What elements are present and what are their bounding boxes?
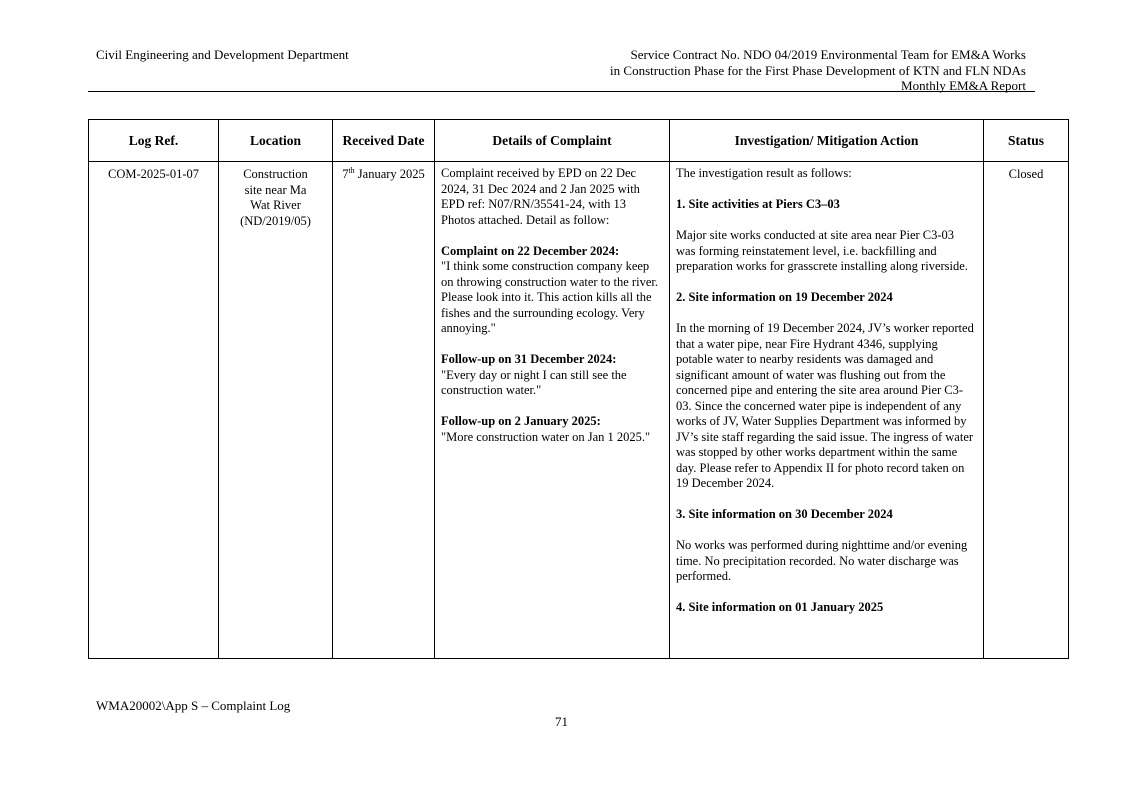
investigation-paragraph: In the morning of 19 December 2024, JV’s worker reported that a water pipe, near Fire Hydrant 4346, supplying potable water to nearby residents was damaged and significant amount of water was flushing out from the concerned pipe and entering the site area around Pier C3-03. Since the concerned water pipe is independent of any works of JV, Water Supplies Department was informed by JV’s site staff regarding the said issue. The ingress of water was stopped by other works department within the same day. Please refer to Appendix II for photo record taken on 19 December 2024.	[676, 321, 974, 490]
table-row	[89, 162, 1068, 658]
location-cell	[219, 162, 333, 658]
received-date-rest: January 2025	[357, 167, 425, 181]
details-heading: Follow-up on 2 January 2025:	[441, 414, 601, 428]
header-department: Civil Engineering and Development Department	[96, 47, 349, 62]
investigation-action-cell	[670, 162, 984, 658]
investigation-paragraph: The investigation result as follows:	[676, 166, 852, 180]
investigation-paragraph: Major site works conducted at site area near Pier C3-03 was forming reinstatement level, i.e. backfilling and preparation works for grasscrete installing along riverside.	[676, 228, 968, 273]
column-header-log-ref: Log Ref.	[89, 120, 219, 161]
details-paragraph: "More construction water on Jan 1 2025."	[441, 429, 651, 444]
received-date-ordinal: th	[348, 165, 355, 175]
header-report-title: Monthly EM&A Report	[901, 78, 1026, 93]
header-contract-line1: Service Contract No. NDO 04/2019 Environmental Team for EM&A Works	[630, 47, 1026, 62]
received-date-day: 7	[342, 167, 349, 181]
location-line: Wat River	[250, 198, 301, 212]
header-contract-line2: in Construction Phase for the First Phase Development of KTN and FLN NDAs	[610, 62, 1026, 78]
details-of-complaint-cell	[435, 162, 670, 658]
complaint-log-table	[88, 119, 1069, 659]
location-line: (ND/2019/05)	[240, 213, 311, 228]
footer-document-reference: WMA20002\App S – Complaint Log	[96, 698, 291, 713]
header-contract-block	[610, 47, 1026, 94]
header-divider	[88, 91, 1035, 92]
details-paragraph: "I think some construction company keep on throwing construction water to the river. Please look into it. This action kills all the fishes and the surrounding ecology. Very annoying."	[441, 259, 658, 335]
location-line: site near Ma	[244, 182, 307, 197]
investigation-heading: 1. Site activities at Piers C3–03	[676, 197, 840, 211]
investigation-paragraph: No works was performed during nighttime and/or evening time. No precipitation recorded. No water discharge was performed.	[676, 538, 968, 583]
column-header-status: Status	[1007, 132, 1044, 148]
column-header-investigation: Investigation/ Mitigation Action	[670, 120, 984, 161]
column-header-received-date: Received Date	[333, 120, 435, 161]
location-line: Construction	[243, 167, 308, 181]
log-ref-cell: COM-2025-01-07	[89, 162, 219, 658]
details-paragraph: Complaint received by EPD on 22 Dec 2024, 31 Dec 2024 and 2 Jan 2025 with EPD ref: N07/RN/35541-24, with 13 Photos attached. Detail as follow:	[441, 166, 640, 227]
details-paragraph: "Every day or night I can still see the construction water."	[441, 367, 627, 397]
details-heading: Follow-up on 31 December 2024:	[441, 352, 617, 366]
investigation-heading: 2. Site information on 19 December 2024	[676, 290, 893, 304]
details-heading: Complaint on 22 December 2024:	[441, 243, 620, 258]
status-cell: Closed	[1008, 167, 1044, 181]
column-header-location: Location	[219, 120, 333, 161]
page-number: 71	[555, 714, 568, 729]
received-date-cell	[333, 162, 435, 658]
table-header-row	[89, 120, 1068, 162]
investigation-heading: 3. Site information on 30 December 2024	[676, 507, 893, 521]
investigation-heading: 4. Site information on 01 January 2025	[676, 600, 884, 614]
column-header-details: Details of Complaint	[435, 120, 670, 161]
